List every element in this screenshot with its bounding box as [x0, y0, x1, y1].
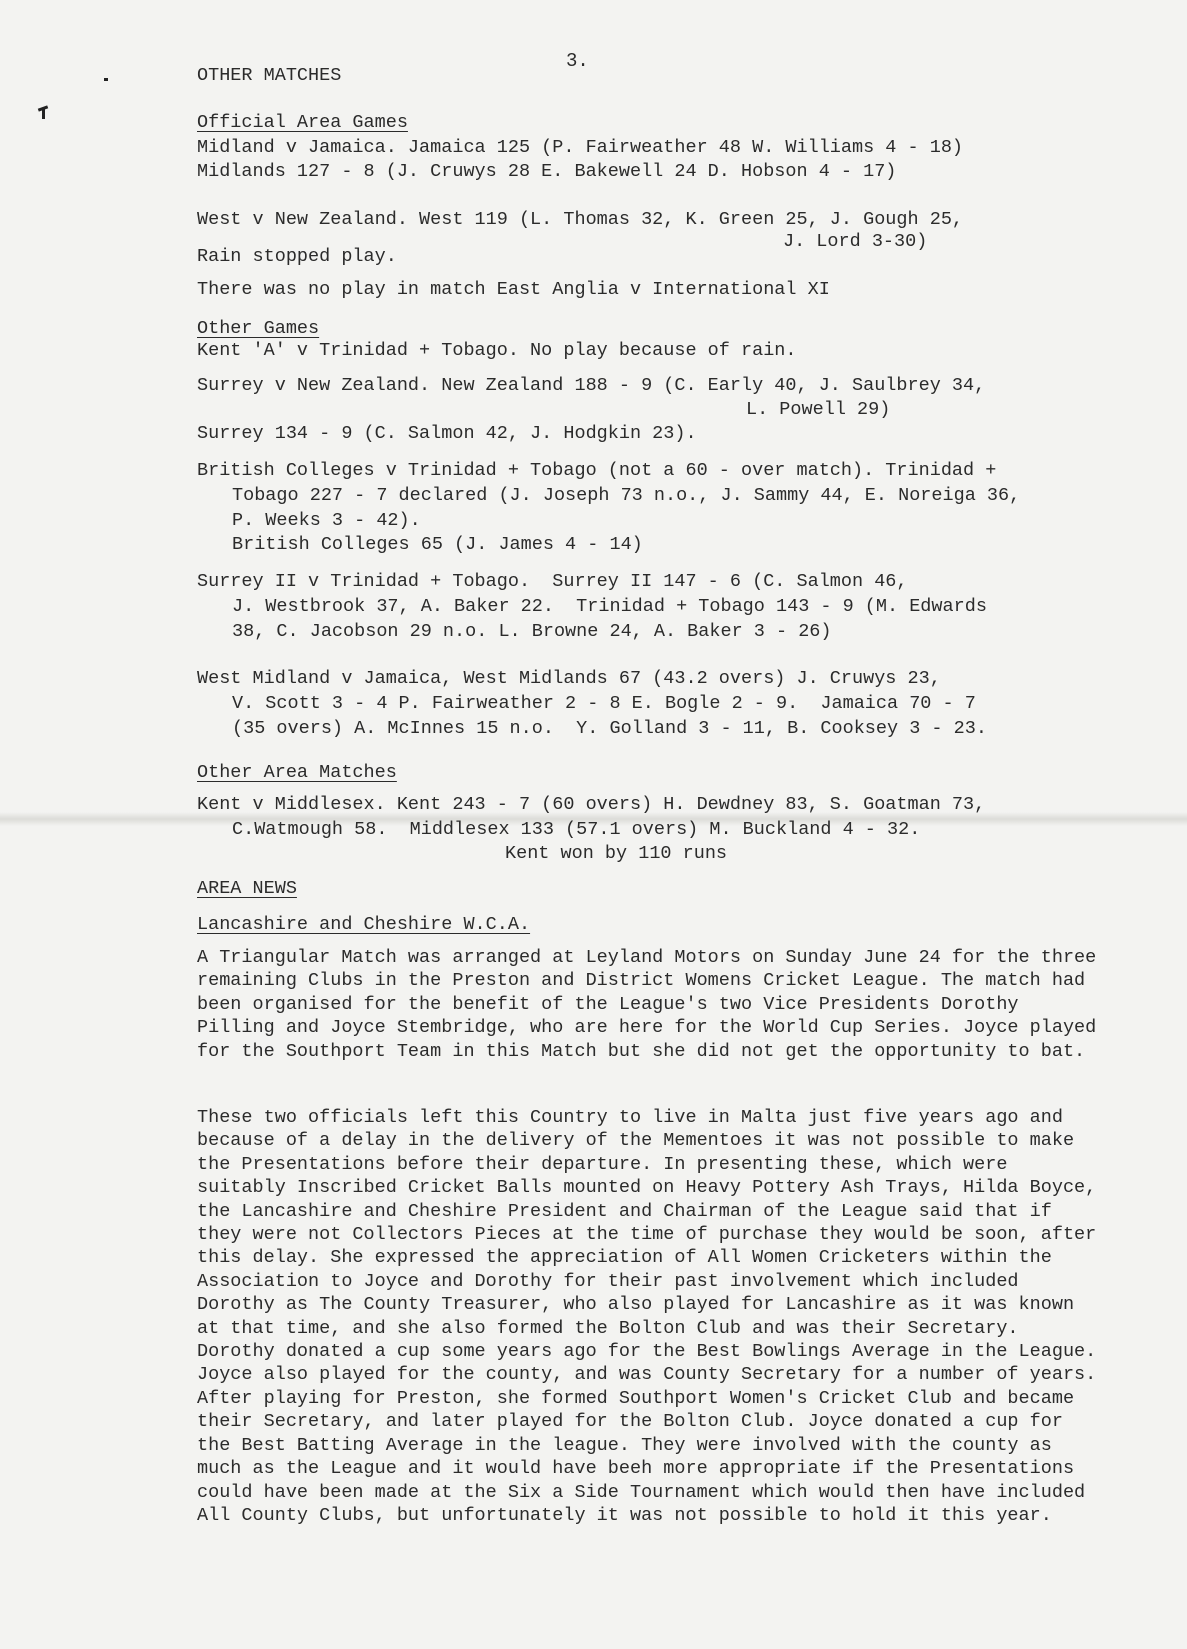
result-line: West Midland v Jamaica, West Midlands 67 (43.2 overs) J. Cruwys 23,: [197, 668, 941, 689]
result-line: L. Powell 29): [746, 399, 891, 420]
result-line: Kent v Middlesex. Kent 243 - 7 (60 overs) H. Dewdney 83, S. Goatman 73,: [197, 794, 986, 815]
section-heading-other-matches: OTHER MATCHES: [197, 65, 342, 86]
result-line: Surrey II v Trinidad + Tobago. Surrey II 147 - 6 (C. Salmon 46,: [197, 571, 908, 592]
result-line: Surrey 134 - 9 (C. Salmon 42, J. Hodgkin 23).: [197, 423, 697, 444]
heading-other-area-matches: Other Area Matches: [197, 762, 397, 783]
result-line: British Colleges 65 (J. James 4 - 14): [232, 534, 643, 555]
result-line: British Colleges v Trinidad + Tobago (not a 60 - over match). Trinidad +: [197, 460, 997, 481]
ink-speck: [42, 109, 45, 119]
result-line: (35 overs) A. McInnes 15 n.o. Y. Golland 3 - 11, B. Cooksey 3 - 23.: [232, 718, 987, 739]
page-number: 3.: [566, 50, 589, 72]
heading-lancashire-cheshire: Lancashire and Cheshire W.C.A.: [197, 914, 531, 935]
heading-area-news: AREA NEWS: [197, 878, 297, 899]
result-line: Rain stopped play.: [197, 246, 397, 267]
result-line: Midland v Jamaica. Jamaica 125 (P. Fairweather 48 W. Williams 4 - 18): [197, 137, 964, 158]
result-line: J. Lord 3-30): [783, 231, 928, 252]
result-line: P. Weeks 3 - 42).: [232, 510, 421, 531]
result-line: Midlands 127 - 8 (J. Cruwys 28 E. Bakewell 24 D. Hobson 4 - 17): [197, 161, 897, 182]
result-line: There was no play in match East Anglia v International XI: [197, 279, 830, 300]
result-line: Kent 'A' v Trinidad + Tobago. No play because of rain.: [197, 340, 797, 361]
heading-official-area-games: Official Area Games: [197, 112, 408, 133]
result-line: Kent won by 110 runs: [505, 843, 728, 864]
result-line: Tobago 227 - 7 declared (J. Joseph 73 n.o., J. Sammy 44, E. Noreiga 36,: [232, 485, 1021, 506]
result-line: 38, C. Jacobson 29 n.o. L. Browne 24, A. Baker 3 - 26): [232, 621, 832, 642]
ink-speck: [104, 78, 108, 81]
result-line: C.Watmough 58. Middlesex 133 (57.1 overs) M. Buckland 4 - 32.: [232, 819, 921, 840]
result-line: J. Westbrook 37, A. Baker 22. Trinidad + Tobago 143 - 9 (M. Edwards: [232, 596, 987, 617]
result-line: West v New Zealand. West 119 (L. Thomas 32, K. Green 25, J. Gough 25,: [197, 209, 964, 230]
news-paragraph: A Triangular Match was arranged at Leyland Motors on Sunday June 24 for the three remaining Clubs in the Preston and District Womens Cricket League. The match had been organised for the benefit of the League's two Vice Presidents Dorothy Pilling and Joyce Stembridge, who are here for the World Cup Series. Joyce played for the Southport Team in this Match but she did not get the opportunity to bat.: [197, 947, 1097, 1062]
result-line: Surrey v New Zealand. New Zealand 188 - 9 (C. Early 40, J. Saulbrey 34,: [197, 375, 986, 396]
news-paragraph: These two officials left this Country to live in Malta just five years ago and because of a delay in the delivery of the Mementoes it was not possible to make the Presentations before their departure. In presenting these, which were suitably Inscribed Cricket Balls mounted on Heavy Pottery Ash Trays, Hilda Boyce, the Lancashire and Cheshire President and Chairman of the League said that if they were not Collectors Pieces at the time of purchase they would be soon, after this delay. She expressed the appreciation of All Women Cricketers within the Association to Joyce and Dorothy for their past involvement which included Dorothy as The County Treasurer, who also played for Lancashire as it was known at that time, and she also formed the Bolton Club and was their Secretary. Dorothy donated a cup some years ago for the Best Bowlings Average in the League. Joyce also played for the county, and was County Secretary for a number of years. After playing for Preston, she formed Southport Women's Cricket Club and became their Secretary, and later played for the Bolton Club. Joyce donated a cup for the Best Batting Average in the league. They were involved with the county as much as the League and it would have beeh more appropriate if the Presentations could have been made at the Six a Side Tournament which would then have included All County Clubs, but unfortunately it was not possible to hold it this year.: [197, 1107, 1097, 1526]
heading-other-games: Other Games: [197, 318, 320, 339]
result-line: V. Scott 3 - 4 P. Fairweather 2 - 8 E. Bogle 2 - 9. Jamaica 70 - 7: [232, 693, 976, 714]
